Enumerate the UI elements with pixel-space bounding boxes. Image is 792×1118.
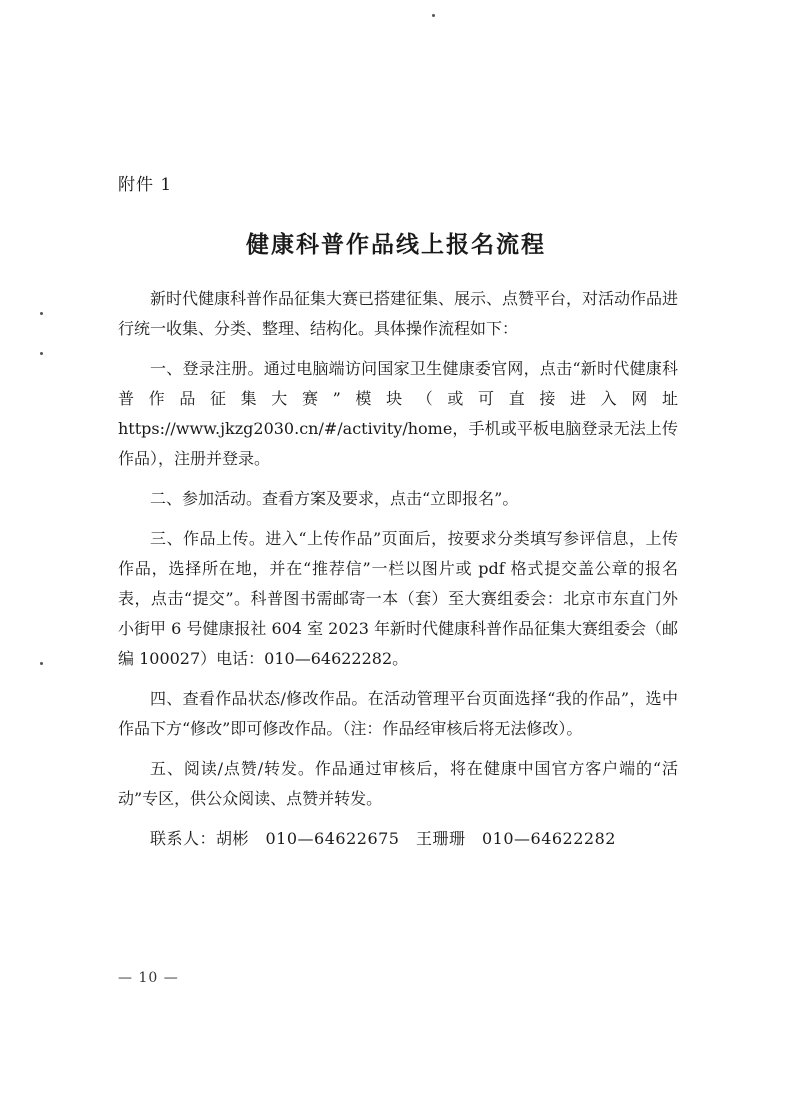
document-body <box>118 284 678 864</box>
step-5-read-like-share: 五、阅读/点赞/转发。作品通过审核后，将在健康中国官方客户端的“活动”专区，供公众阅读、点赞并转发。 <box>118 759 678 808</box>
scan-speck <box>40 312 43 315</box>
step-3-upload-work: 三、作品上传。进入“上传作品”页面后，按要求分类填写参评信息，上传作品，选择所在地，并在“推荐信”一栏以图片或 pdf 格式提交盖公章的报名表，点击“提交”。科普图书需邮寄一本（套）至大赛组委会：北京市东直门外小街甲 6 号健康报社 604 室 2023 年新时代健康科普作品征集大赛组委会（邮编 100027）电话：010—64622282。 <box>118 529 678 668</box>
contact-line: 联系人：胡彬 010—64622675 王珊珊 010—64622282 <box>150 829 616 848</box>
scan-speck <box>40 352 43 355</box>
page-number: — 10 — <box>118 970 179 986</box>
step-4-view-modify: 四、查看作品状态/修改作品。在活动管理平台页面选择“我的作品”，选中作品下方“修改”即可修改作品。（注：作品经审核后将无法修改）。 <box>118 689 678 738</box>
attachment-label: 附件 1 <box>118 175 173 195</box>
step-1-login-register: 一、登录注册。通过电脑端访问国家卫生健康委官网，点击“新时代健康科普作品征集大赛”模块（或可直接进入网址 https://www.jkzg2030.cn/#/activity/home，手机或平板电脑登录无法上传作品），注册并登录。 <box>118 359 678 468</box>
intro-paragraph: 新时代健康科普作品征集大赛已搭建征集、展示、点赞平台，对活动作品进行统一收集、分类、整理、结构化。具体操作流程如下： <box>118 289 679 338</box>
step-2-join-activity: 二、参加活动。查看方案及要求，点击“立即报名”。 <box>150 489 519 508</box>
scan-speck <box>40 662 43 665</box>
scan-speck <box>432 14 435 17</box>
document-title: 健康科普作品线上报名流程 <box>246 231 546 258</box>
